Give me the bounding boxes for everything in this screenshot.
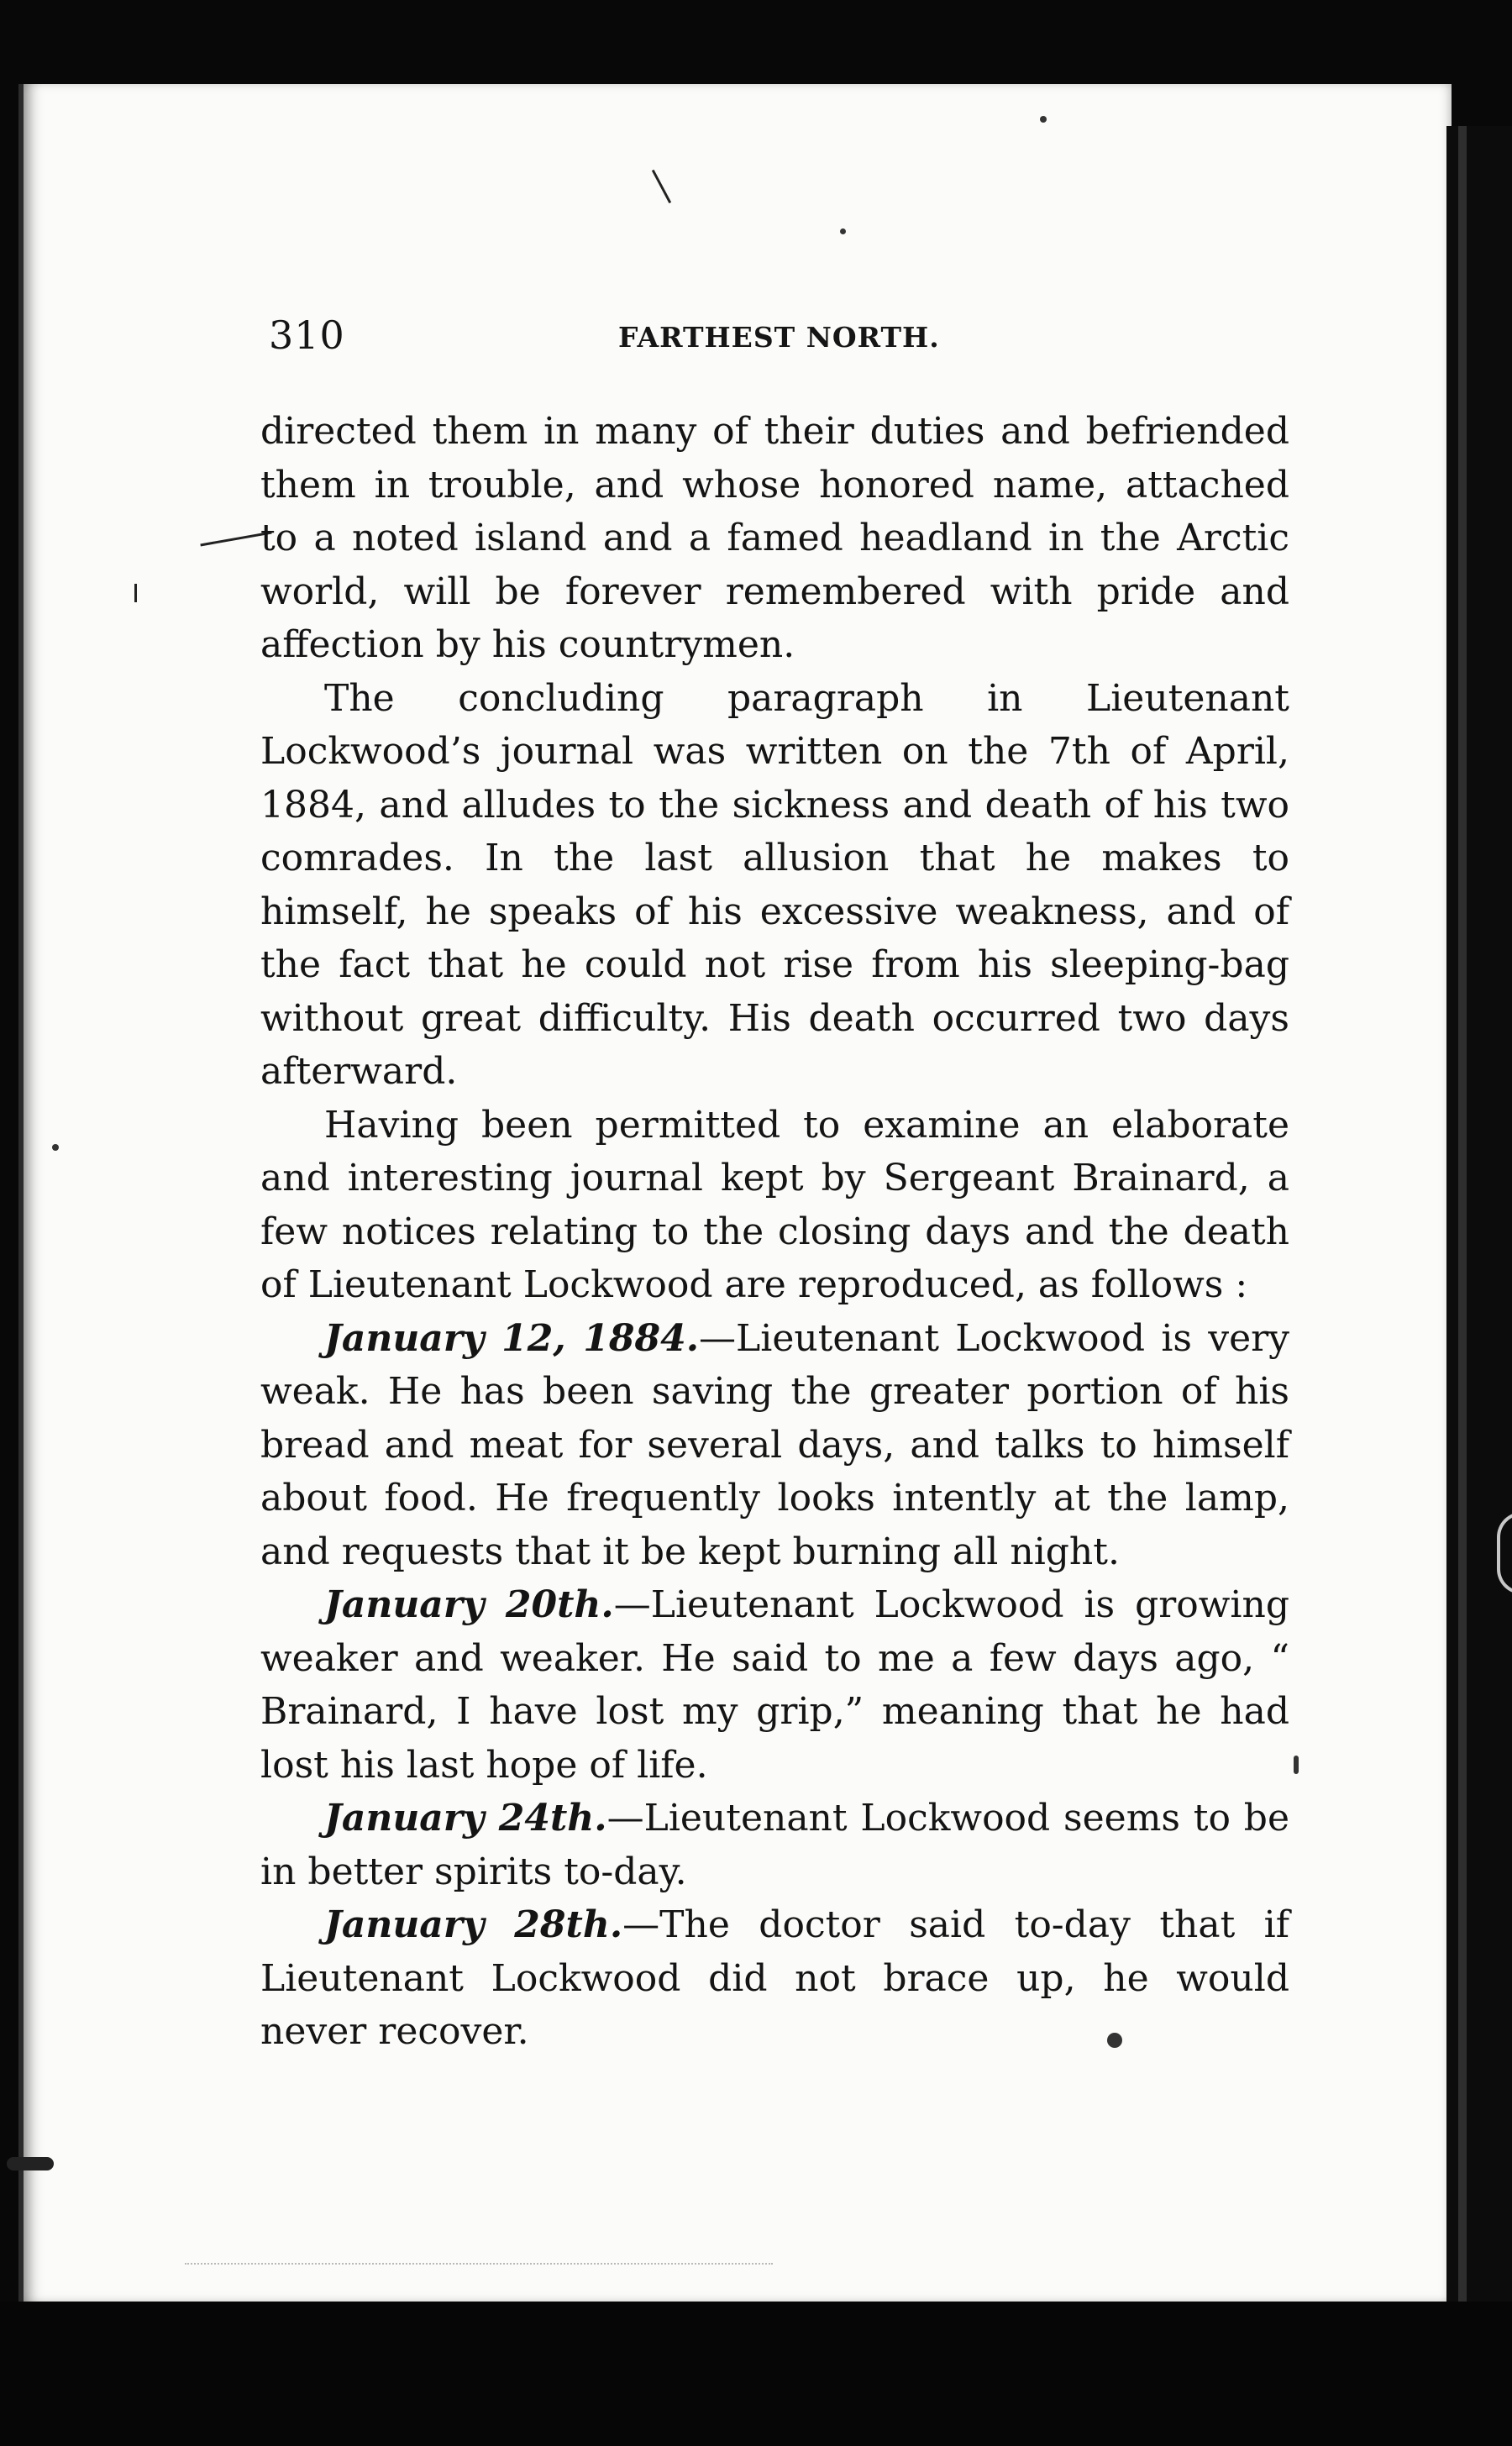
scan-speck — [840, 228, 846, 234]
margin-pen-mark — [134, 584, 137, 602]
margin-pen-mark — [7, 2157, 54, 2170]
footer-dotted-line — [185, 2263, 773, 2266]
scan-speck — [1040, 116, 1047, 123]
scan-border-bottom — [0, 2302, 1512, 2446]
journal-entry-date: January 24th. — [324, 1797, 607, 1840]
paragraph: The concluding paragraph in Lieutenant Lockwood’s journal was written on the 7th of April, 1884, and alludes to the sickness and death of his two comrades. In the last allusion that he makes to himself, he speaks of his excessive weakness, and of the fact that he could not rise from his sleeping-bag without great difficulty. His death occurred two days afterward. — [260, 676, 1289, 1093]
journal-entry-text: —Lieutenant Lockwood is growing weaker and weaker. He said to me a few days ago, “ Brainard, I have lost my grip,” meaning that he had lost his last hope of life. — [260, 1583, 1290, 1787]
scan-speck — [52, 1144, 59, 1151]
page-edge-shadow — [1446, 126, 1512, 2310]
journal-entry-text: —Lieutenant Lockwood is very weak. He has been saving the greater portion of his bread and meat for several days, and talks to himself about food. He frequently looks intently at the lamp, and requests that it be kept burning all night. — [260, 1316, 1290, 1573]
journal-entry — [260, 1578, 1289, 1792]
page-header — [269, 312, 1310, 371]
paragraph: Having been permitted to examine an elaborate and interesting journal kept by Sergeant Brainard, a few notices relating to the closing days and the death of Lieutenant Lockwood are reproduced, as follows : — [260, 1103, 1289, 1306]
scan-speck — [1294, 1756, 1299, 1774]
journal-entry-date: January 12, 1884. — [324, 1316, 700, 1360]
journal-entry — [260, 1792, 1289, 1898]
body-text — [260, 405, 1289, 2059]
journal-entry-date: January 28th. — [324, 1903, 623, 1946]
page-number: 310 — [269, 312, 345, 358]
paragraph: directed them in many of their duties and befriended them in trouble, and whose honored name, attached to a noted island and a famed headland in the Arctic world, will be forever remembered with pride and affection by his countrymen. — [260, 410, 1289, 666]
journal-entry — [260, 1312, 1289, 1579]
page-edge-sliver — [1458, 126, 1467, 2310]
journal-entry-text: —Lieutenant Lockwood seems to be in better spirits to-day. — [260, 1797, 1290, 1893]
running-title: FARTHEST NORTH. — [618, 321, 940, 354]
journal-entry-text: —The doctor said to-day that if Lieutenant Lockwood did not brace up, he would never recover. — [260, 1903, 1290, 2053]
journal-entry — [260, 1898, 1289, 2059]
journal-entry-date: January 20th. — [324, 1583, 614, 1626]
